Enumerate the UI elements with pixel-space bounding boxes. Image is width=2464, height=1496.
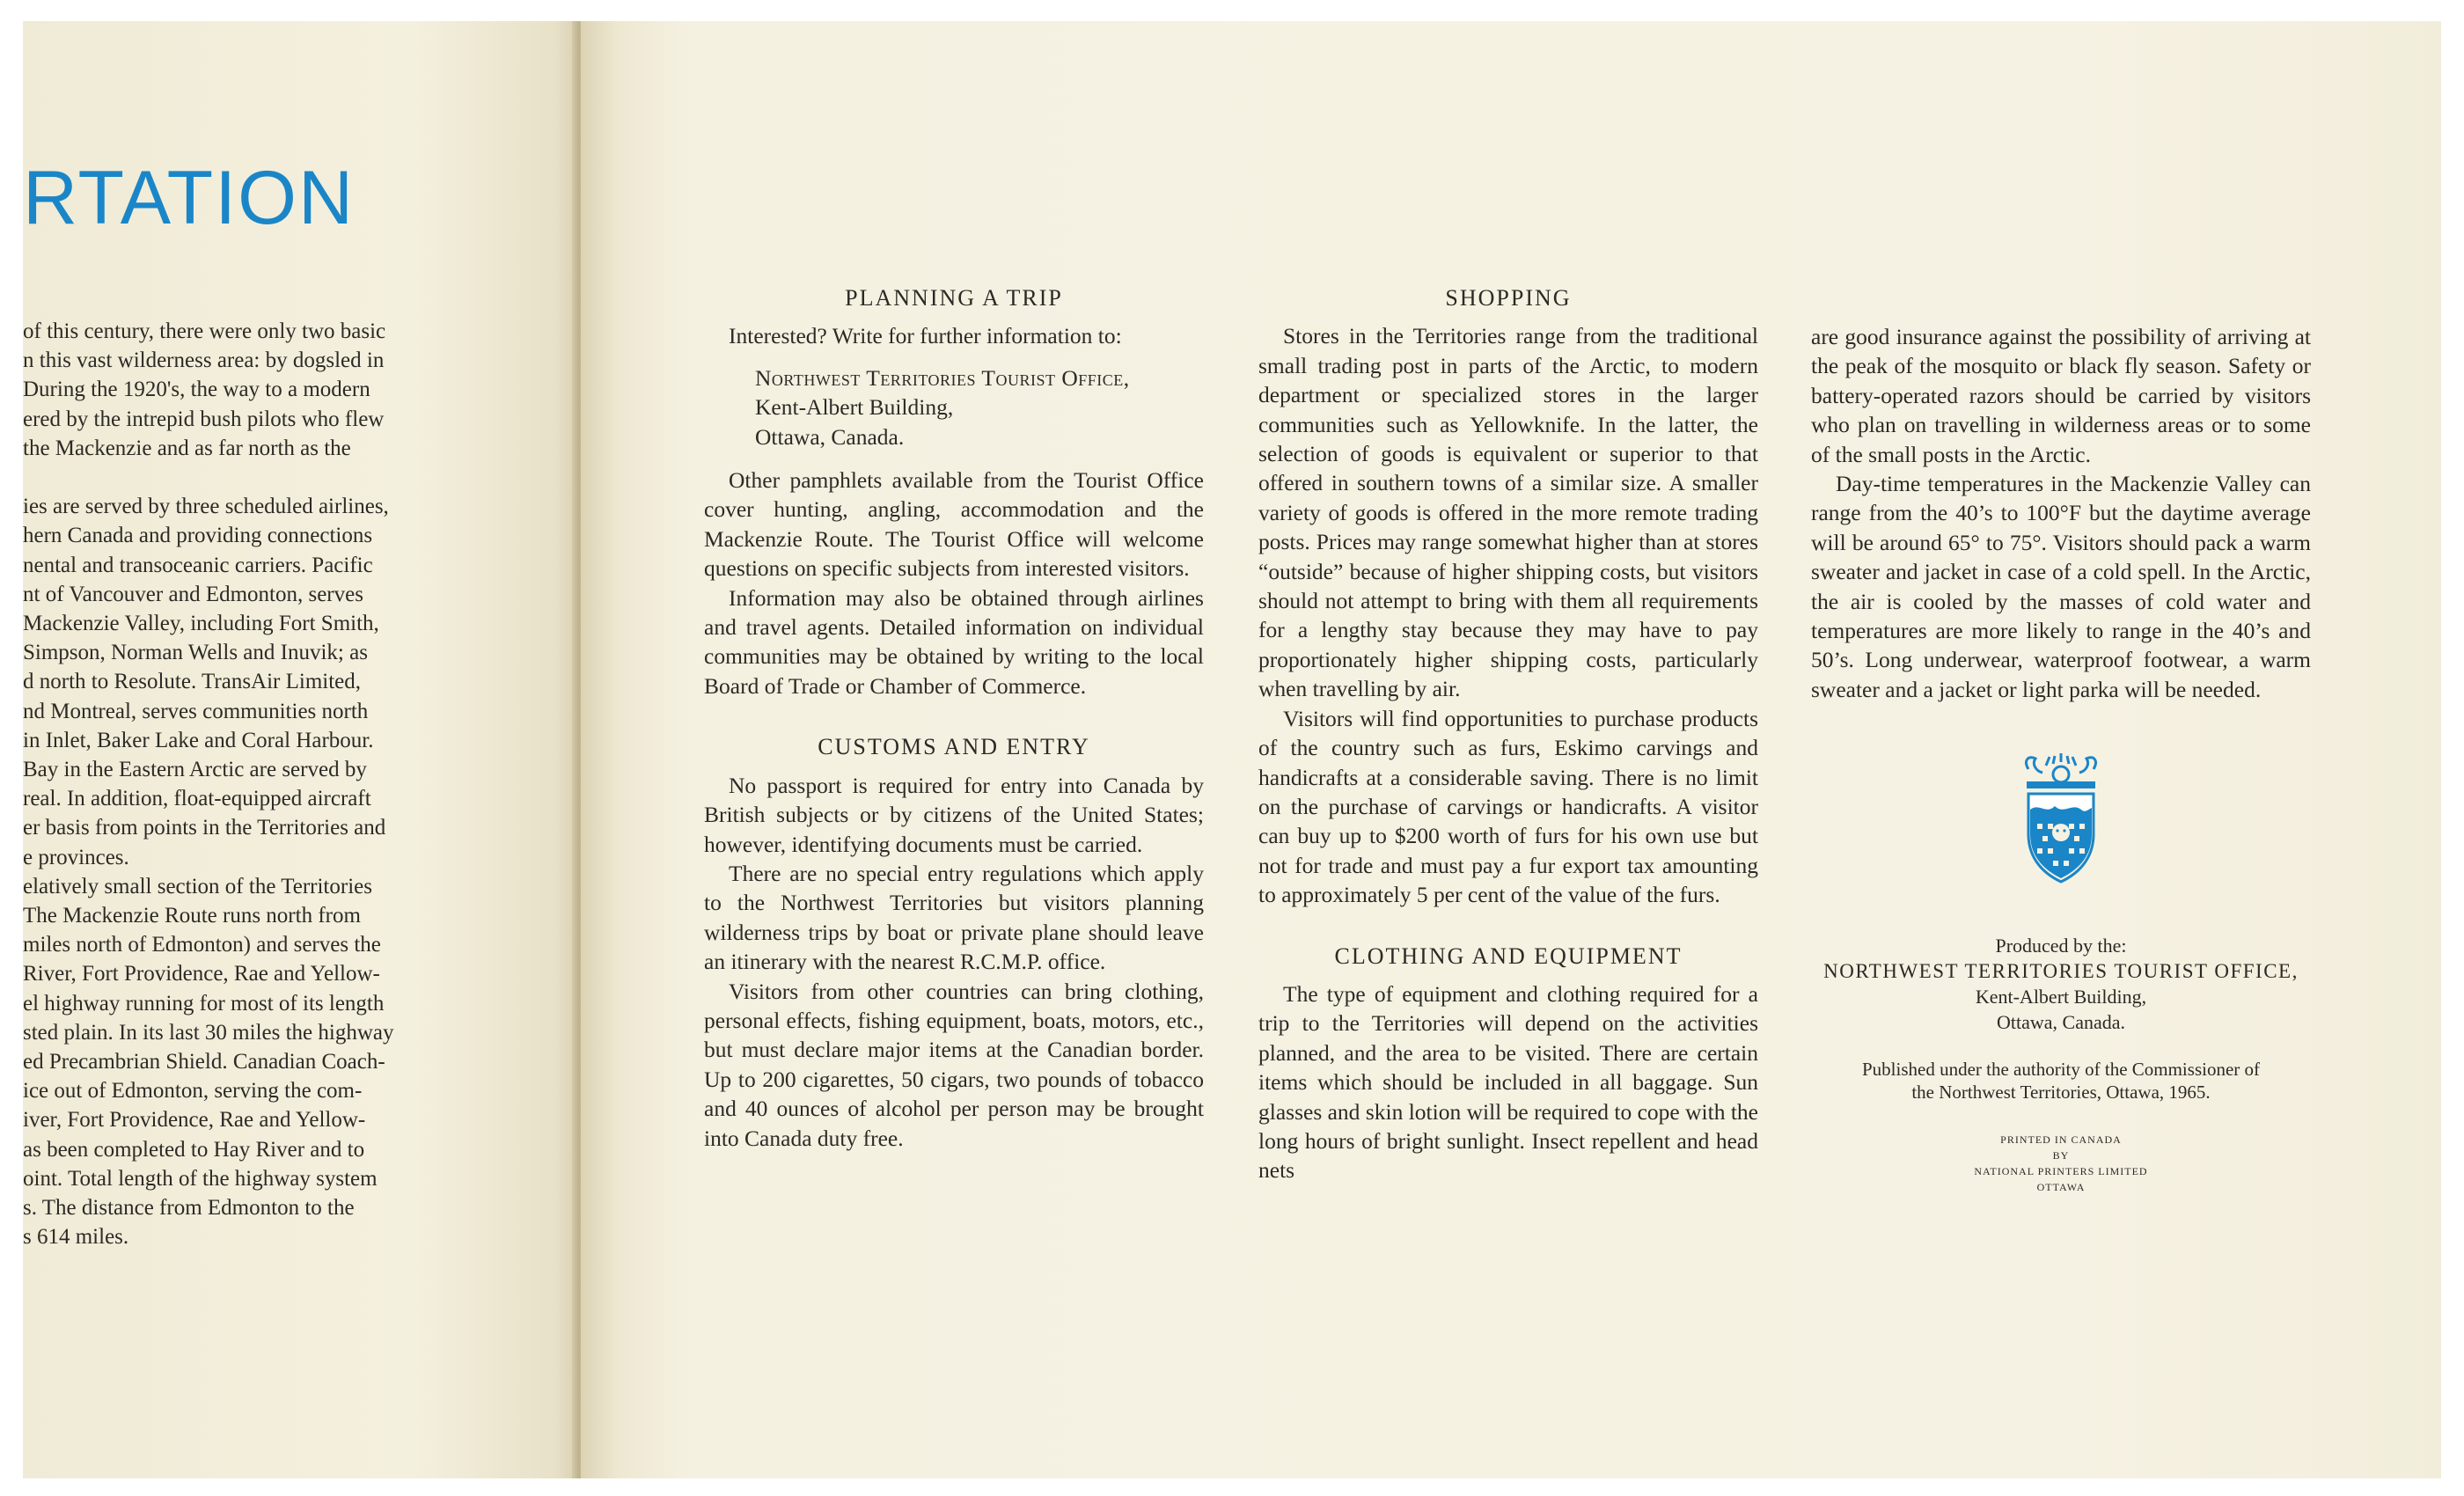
left-line: iver, Fort Providence, Rae and Yellow-	[23, 1108, 366, 1133]
printed-line: OTTAWA	[2036, 1181, 2086, 1194]
left-line: nt of Vancouver and Edmonton, serves	[23, 582, 363, 606]
left-line: ed Precambrian Shield. Canadian Coach-	[23, 1050, 385, 1074]
left-line: of this century, there were only two basic	[23, 319, 386, 343]
left-line: ies are served by three scheduled airlines,	[23, 495, 389, 519]
produced-by-label: Produced by the:	[1995, 935, 2127, 957]
left-line: Simpson, Norman Wells and Inuvik; as	[23, 641, 368, 665]
left-line: er basis from points in the Territories and	[23, 816, 386, 840]
shopping-paragraph: Visitors will find opportunities to purchase products of the country such as furs, Eskimo carvings and handicrafts at a considerable saving. There is no limit on the purchase of carvings or handicrafts. A visitor can buy up to $200 worth of furs for his own use but not for trade and must pay a fur export tax amounting to approximately 5 per cent of the value of the furs.	[1258, 705, 1758, 908]
left-line: real. In addition, float-equipped aircraft	[23, 787, 371, 811]
customs-paragraph: Visitors from other countries can bring clothing, personal effects, fishing equipment, boats, motors, etc., but must declare major items at the Canadian border. Up to 200 cigarettes, 50 cigars, two pounds of tobacco and 40 ounces of alcohol per person may be brought into Canada duty free.	[704, 978, 1204, 1151]
left-line: oint. Total length of the highway system	[23, 1166, 378, 1191]
left-line: e provinces.	[23, 845, 129, 869]
column-planning-customs	[704, 283, 1204, 1153]
left-line: The Mackenzie Route runs north from	[23, 904, 361, 928]
left-line: as been completed to Hay River and to	[23, 1137, 365, 1162]
left-line: Mackenzie Valley, including Fort Smith,	[23, 612, 379, 636]
address-line: Northwest Territories Tourist Office,	[755, 364, 1130, 391]
column-continued-credits	[1811, 322, 2311, 1195]
left-line: elatively small section of the Territories	[23, 874, 372, 898]
left-line: miles north of Edmonton) and serves the	[23, 933, 381, 957]
section-title-fragment: RTATION	[23, 156, 356, 240]
left-page-text	[23, 317, 479, 1252]
heading-planning: PLANNING A TRIP	[845, 285, 1063, 311]
heading-customs: CUSTOMS AND ENTRY	[818, 734, 1090, 760]
left-line: d north to Resolute. TransAir Limited,	[23, 670, 362, 694]
producer-credit	[1811, 933, 2311, 1035]
address-line: Ottawa, Canada.	[755, 423, 905, 450]
heading-shopping: SHOPPING	[1445, 285, 1572, 311]
left-line: n this vast wilderness area: by dogsled in	[23, 348, 385, 373]
left-line: River, Fort Providence, Rae and Yellow-	[23, 962, 380, 986]
left-line: During the 1920's, the way to a modern	[23, 378, 370, 402]
customs-paragraph: No passport is required for entry into Canada by British subjects or by citizens of the United States; however, identifying documents must be carried.	[704, 772, 1204, 857]
column-shopping-clothing	[1258, 283, 1758, 1185]
left-line: in Inlet, Baker Lake and Coral Harbour.	[23, 728, 374, 752]
producer-address-line: Kent-Albert Building,	[1975, 986, 2147, 1008]
left-line: ered by the intrepid bush pilots who flew	[23, 407, 385, 431]
published-line: Published under the authority of the Commissioner of	[1861, 1059, 2261, 1081]
printed-line: BY	[2052, 1149, 2070, 1162]
left-line: Bay in the Eastern Arctic are served by	[23, 758, 367, 782]
left-line: sted plain. In its last 30 miles the highway	[23, 1020, 394, 1045]
planning-paragraph: Information may also be obtained through airlines and travel agents. Detailed information on individual communities may be obtained by writing to the local Board of Trade or Chamber of Commerce.	[704, 584, 1204, 699]
left-line: nd Montreal, serves communities north	[23, 699, 369, 723]
left-line: nental and transoceanic carriers. Pacific	[23, 553, 373, 577]
left-line: ice out of Edmonton, serving the com-	[23, 1079, 363, 1104]
published-line: the Northwest Territories, Ottawa, 1965.	[1911, 1082, 2211, 1104]
coat-of-arms-icon	[2020, 753, 2102, 885]
left-line: el highway running for most of its length	[23, 991, 385, 1016]
printer-imprint	[1811, 1132, 2311, 1195]
address-line: Kent-Albert Building,	[755, 394, 954, 421]
printed-line: NATIONAL PRINTERS LIMITED	[1974, 1165, 2148, 1178]
left-line: the Mackenzie and as far north as the	[23, 436, 351, 460]
left-line: hern Canada and providing connections	[23, 524, 373, 548]
producer-office: NORTHWEST TERRITORIES TOURIST OFFICE,	[1823, 960, 2299, 983]
tourist-office-address	[755, 363, 1204, 451]
clothing-paragraph: The type of equipment and clothing required for a trip to the Territories will depend on the activities planned, and the area to be visited. There are certain items which should be included in all baggage. Sun glasses and skin lotion will be required to cope with the long hours of bright sunlight. Insect repellent and head nets	[1258, 980, 1758, 1184]
producer-address-line: Ottawa, Canada.	[1997, 1011, 2125, 1034]
customs-paragraph: There are no special entry regulations which apply to the Northwest Territories but visitors planning wilderness trips by boat or private plane should leave an itinerary with the nearest R.C.M.P. office.	[704, 860, 1204, 975]
heading-clothing: CLOTHING AND EQUIPMENT	[1334, 942, 1683, 969]
planning-intro: Interested? Write for further information to:	[729, 323, 1122, 349]
publication-authority	[1811, 1058, 2311, 1104]
left-line	[23, 463, 479, 492]
printed-line: PRINTED IN CANADA	[2000, 1133, 2122, 1147]
left-line: s 614 miles.	[23, 1225, 129, 1250]
left-line: s. The distance from Edmonton to the	[23, 1196, 355, 1221]
left-page	[23, 21, 577, 1478]
col3-paragraph: Day-time temperatures in the Mackenzie Valley can range from the 40’s to 100°F but the daytime average will be around 65° to 75°. Visitors should pack a warm sweater and jacket in case of a cold spell. In the Arctic, the air is cooled by the masses of cold water and temperatures are more likely to range in the 40’s and 50’s. Long underwear, waterproof footwear, a warm sweater and a jacket or light parka will be needed.	[1811, 471, 2311, 702]
col3-paragraph: are good insurance against the possibility of arriving at the peak of the mosquito or black fly season. Safety or battery-operated razors should be carried by visitors who plan on travelling in wilderness areas or to some of the small posts in the Arctic.	[1811, 324, 2311, 467]
shopping-paragraph: Stores in the Territories range from the traditional small trading post in parts of the Arctic, to modern department or specialized stores in the larger communities such as Yellowknife. In the latter, the selection of goods is equivalent or superior to that offered in southern towns of a similar size. A smaller variety of goods is offered in the more remote trading posts. Prices may range somewhat higher than at stores “outside” because of higher shipping costs, but visitors should not attempt to bring with them all requirements for a lengthy stay because they may have to pay proportionately higher shipping costs, particularly when travelling by air.	[1258, 323, 1758, 702]
planning-paragraph: Other pamphlets available from the Tourist Office cover hunting, angling, accommodation and the Mackenzie Route. The Tourist Office will welcome questions on specific subjects from interested visitors.	[704, 467, 1204, 582]
